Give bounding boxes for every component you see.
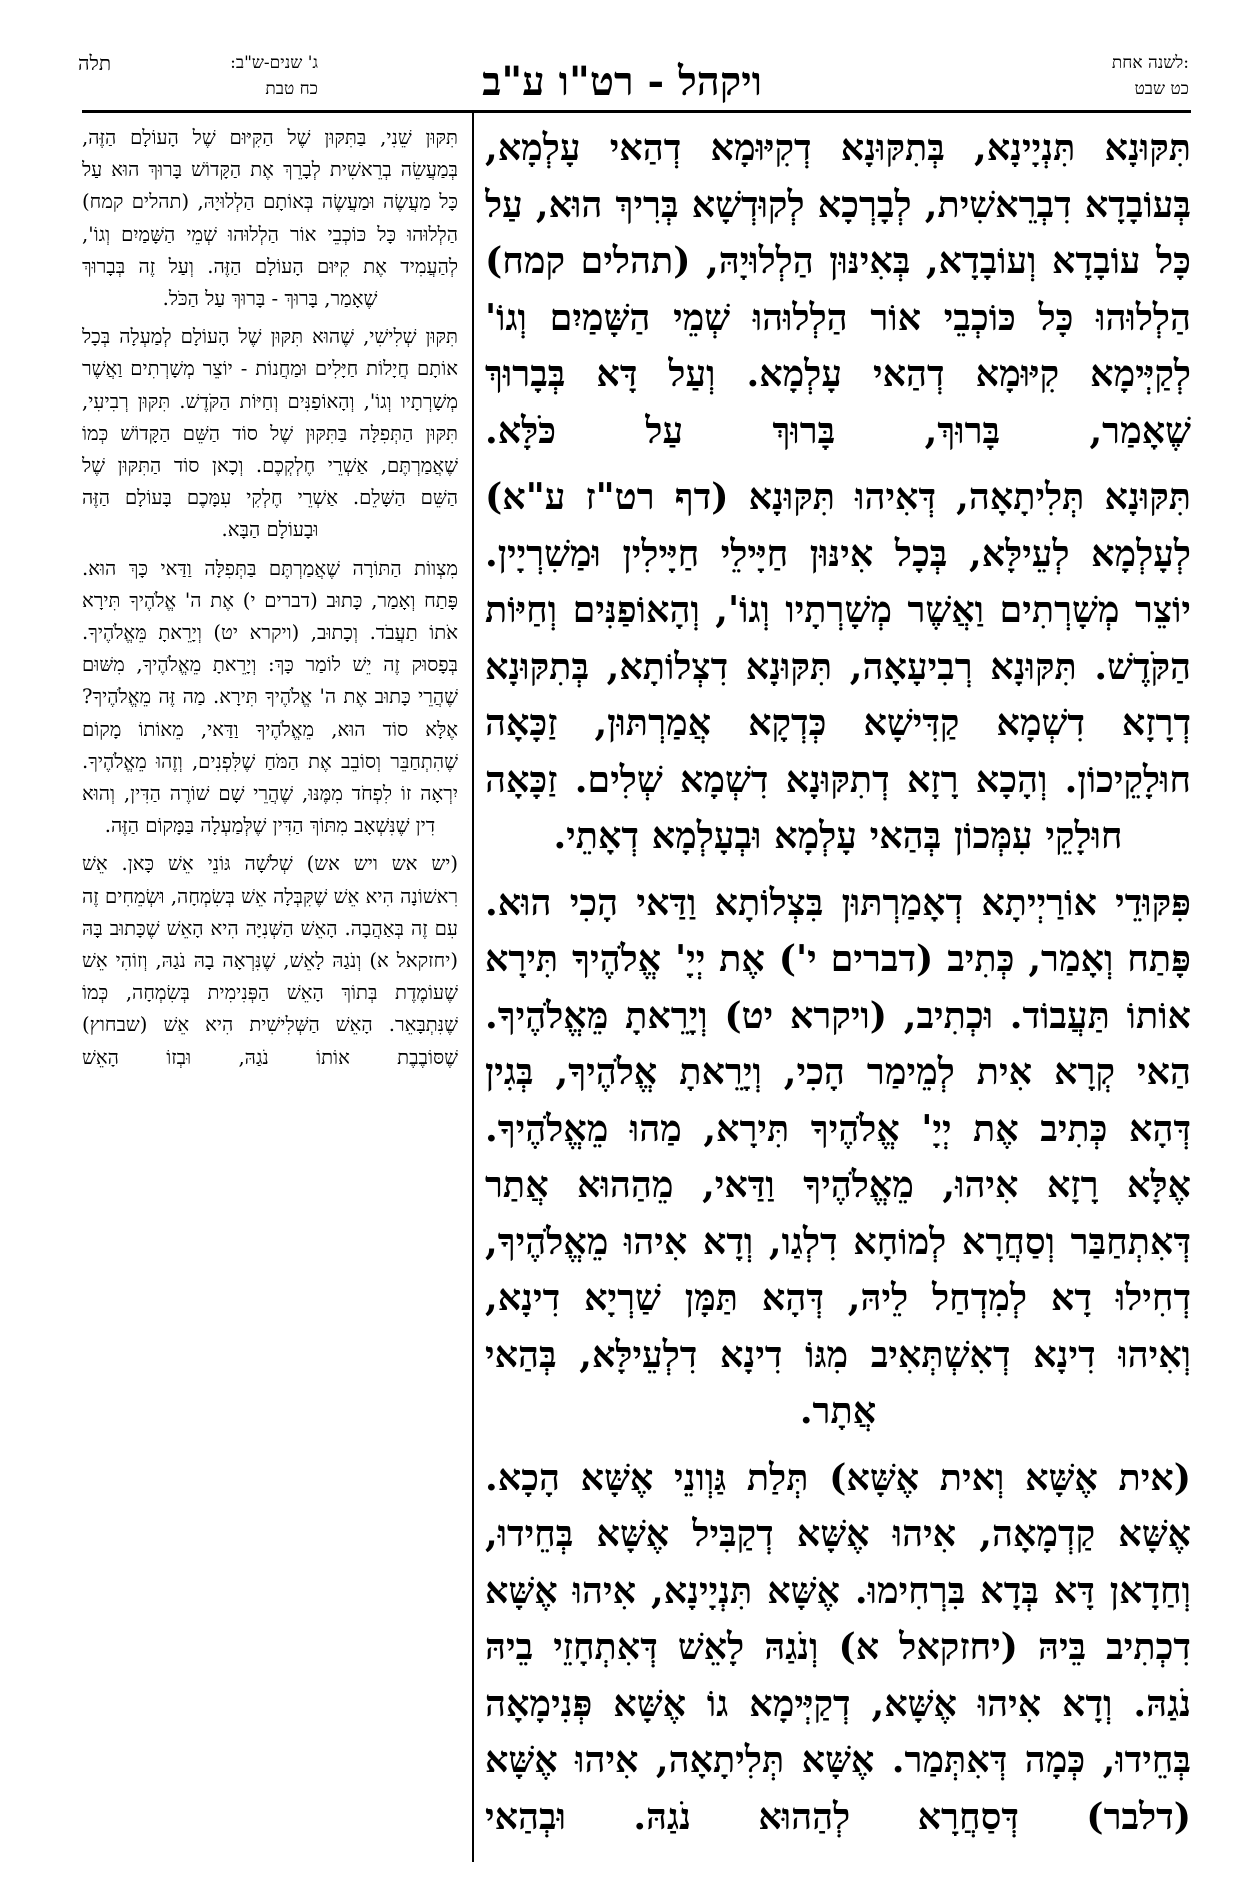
header-one-year-label: לשנה אחת:: [1111, 53, 1189, 73]
commentary-paragraph-4: (יש אש ויש אש) שְׁלֹשָׁה גּוֹנֵי אֵשׁ כָּאן. אֵשׁ רִאשׁוֹנָה הִיא אֵשׁ שֶׁקִּבְּלָה אֵשׁ בְּשִׂמְחָה, וּשְׂמֵחִים זֶה עִם זֶה בְּאַהֲבָה. הָאֵשׁ הַשְּׁנִיָּה הִיא הָאֵשׁ שֶׁכָּתוּב בָּהּ (יחזקאל א) וְנֹגַהּ לָאֵשׁ, שֶׁנִּרְאָה בָהּ נֹגַהּ, וְזוֹהִי אֵשׁ שֶׁעוֹמֶדֶת בְּתוֹךְ הָאֵשׁ הַפְּנִימִית בְּשִׂמְחָה, כְּמוֹ שֶׁנִּתְבָּאֵר. הָאֵשׁ הַשְּׁלִישִׁית הִיא אֵשׁ (שבחוץ) שֶׁסּוֹבֶבֶת אוֹתוֹ נֹגַהּ, וּבְזוֹ הָאֵשׁ: [82, 852, 458, 1069]
page-title: ויקהל - רט"ו ע"ב: [482, 58, 762, 105]
commentary-column: [82, 122, 458, 1862]
main-paragraph-2: תִּקּוּנָא תְּלִיתָאָה, דְּאִיהוּ תִּקּוּנָא (דף רט"ז ע"א) לְעָלְמָא לְעֵילָּא, בְּכָל אִינּוּן חַיָּילֵי חַיָּילִין וּמַשִׁרְיָין. יוֹצֵר מְשָׁרְתִים וַאֲשֶׁר מְשָׁרְתָיו וְגוֹ', וְהָאוֹפַנִּים וְחַיּוֹת הַקֹּדֶשׁ. תִּקּוּנָא רְבִיעָאָה, תִּקּוּנָא דִצְלוֹתָא, בְּתִקּוּנָא דְרָזָא דִשְׁמָא קַדִּישָׁא כְּדְקָא אֲמַרְתּוּן, זַכָּאָה חוּלָקֵיכוֹן. וְהָכָא רָזָא דְתִקּוּנָא דִשְׁמָא שְׁלִים. זַכָּאָה חוּלָקֵי עִמְּכוֹן בְּהַאי עָלְמָא וּבְעָלְמָא דְאָתֵי.: [485, 475, 1191, 857]
main-paragraph-4: (אית אֶשָּׁא וְאית אֶשָּׁא) תְּלַת גַּוְונֵי אֶשָּׁא הָכָא. אֶשָּׁא קַדְמָאָה, אִיהוּ אֶשָּׁא דְקַבִּיל אֶשָּׁא בְּחֵידוּ, וְחַדָאן דָּא בְּדָא בִּרְחִימוּ. אֶשָּׁא תִּנְיָינָא, אִיהוּ אֶשָּׁא דִכְתִיב בֵּיהּ (יחזקאל א) וְנֹגַהּ לָאֵשׁ דְּאִתְחָזֵי בֵיהּ נֹגַהּ. וְדָא אִיהוּ אֶשָּׁא, דְקַיְּימָא גוֹ אֶשָּׁא פְּנִימָאָה בְּחֵידוּ, כְּמָה דְּאִתְּמַר. אֶשָּׁא תְּלִיתָאָה, אִיהוּ אֶשָּׁא (דלבר) דְּסַחֲרָא לְהַהוּא נֹגַהּ. וּבְהַאי: [485, 1455, 1191, 1838]
header-three-years-label: ג' שנים-ש"ב:: [230, 53, 318, 73]
header-one-year-date: כט שבט: [1134, 79, 1189, 99]
header-divider: [82, 110, 1191, 113]
commentary-paragraph-1: תִּקּוּן שֵׁנִי, בַּתִּקּוּן שֶׁל הַקִּיּוּם שֶׁל הָעוֹלָם הַזֶּה, בְּמַעֲשֵׂה בְרֵאשִׁית לְבָרֵךְ אֶת הַקָּדוֹשׁ בָּרוּךְ הוּא עַל כָּל מַעֲשֶׂה וּמַעֲשֶׂה בְּאוֹתָם הַלְלוּיָהּ, (תהלים קמח) הַלְלוּהוּ כָּל כּוֹכְבֵי אוֹר הַלְלוּהוּ שְׁמֵי הַשָּׁמַיִם וְגוֹ', לְהַעֲמִיד אֶת קִיּוּם הָעוֹלָם הַזֶּה. וְעַל זֶה בְּבָרוּךְ שֶׁאָמַר, בָּרוּךְ - בָּרוּךְ עַל הַכֹּל.: [82, 126, 458, 311]
commentary-paragraph-2: תִּקּוּן שְׁלִישִׁי, שֶׁהוּא תִּקּוּן שֶׁל הָעוֹלָם לְמַעְלָה בְּכָל אוֹתָם חֲיָלוֹת חַיָּלִים וּמַחֲנוֹת - יוֹצֵר מְשָׁרְתִים וַאֲשֶׁר מְשָׁרְתָיו וְגוֹ', וְהָאוֹפַנִּים וְחַיּוֹת הַקֹּדֶשׁ. תִּקּוּן רְבִיעִי, תִּקּוּן הַתְּפִלָּה בַּתִּקּוּן שֶׁל סוֹד הַשֵּׁם הַקָּדוֹשׁ כְּמוֹ שֶׁאֲמַרְתֶּם, אַשְׁרֵי חֶלְקְכֶם. וְכָאן סוֹד הַתִּקּוּן שֶׁל הַשֵּׁם הַשָּׁלֵם. אַשְׁרֵי חֶלְקִי עִמָּכֶם בָּעוֹלָם הַזֶּה וּבָעוֹלָם הַבָּא.: [82, 325, 458, 542]
main-text-column: [485, 120, 1191, 1860]
header-three-years-date: כח טבת: [265, 79, 318, 99]
commentary-paragraph-3: מִצְווֹת הַתּוֹרָה שֶׁאֲמַרְתֶּם בַּתְּפִלָּה וַדַּאי כָּךְ הוּא. פָּתַח וְאָמַר, כָּתוּב (דברים י) אֶת ה' אֱלֹהֶיךָ תִּירָא אֹתוֹ תַעֲבֹד. וְכָתוּב, (ויקרא יט) וְיָרֵאתָ מֵּאֱלֹהֶיךָ. בְּפָסוּק זֶה יֵשׁ לוֹמַר כָּךְ: וְיָרֵאתָ מֵאֱלֹהֶיךָ, מִשּׁוּם שֶׁהֲרֵי כָּתוּב אֶת ה' אֱלֹהֶיךָ תִּירָא. מַה זֶּה מֵאֱלֹהֶיךָ? אֶלָּא סוֹד הוּא, מֵאֱלֹהֶיךָ וַדַּאי, מֵאוֹתוֹ מָקוֹם שֶׁהִתְחַבֵּר וְסוֹבֵב אֶת הַמֹּחַ שֶׁלִּפְנִים, וְזֶהוּ מֵאֱלֹהֶיךָ. יִרְאָה זוֹ לִפְחֹד מִמֶּנּוּ, שֶׁהֲרֵי שָׁם שׁוֹרֶה הַדִּין, וְהוּא דִין שֶׁנִּשְׁאָב מִתּוֹךְ הַדִּין שֶׁלְּמַעְלָה בַּמָּקוֹם הַזֶּה.: [82, 556, 458, 838]
page-number: תלה: [78, 51, 112, 75]
main-paragraph-3: פִּקּוּדֵי אוֹרַיְיתָא דְאָמַרְתּוּן בִּצְלוֹתָא וַדַּאי הָכִי הוּא. פָּתַח וְאָמַר, כְּתִיב (דברים י') אֶת יְיָ' אֱלֹהֶיךָ תִּירָא אוֹתוֹ תַּעֲבוֹד. וּכְתִיב, (ויקרא יט) וְיָרֵאתָ מֵּאֱלֹהֶיךָ. הַאי קְרָא אִית לְמֵימַר הָכִי, וְיָרֵאתָ אֱלֹהֶיךָ, בְּגִין דְּהָא כְּתִיב אֶת יְיָ' אֱלֹהֶיךָ תִּירָא, מַהוּ מֵאֱלֹהֶיךָ. אֶלָּא רָזָא אִיהוּ, מֵאֱלֹהֶיךָ וַדַּאי, מֵהַהוּא אֲתַר דְּאִתְחַבַּר וְסַחֲרָא לְמוֹחָא דִלְגַו, וְדָא אִיהוּ מֵאֱלֹהֶיךָ, דְחִילוּ דָא לְמִדְחַל לֵיהּ, דְּהָא תַּמָּן שַׁרְיָא דִינָא, וְאִיהוּ דִינָא דְאִשְׁתְּאִיב מִגּוֹ דִינָא דִלְעֵילָּא, בְּהַאי אֲתָר.: [485, 880, 1191, 1432]
column-divider: [472, 112, 474, 1862]
main-paragraph-1: תִּקּוּנָא תִּנְיָינָא, בְּתִקּוּנָא דְקִיּוּמָא דְהַאי עָלְמָא, בְּעוֹבָדָא דִבְרֵאשִׁית, לְבָרְכָא לְקוּדְשָׁא בְּרִיךְ הוּא, עַל כָּל עוֹבָדָא וְעוֹבָדָא, בְּאִינּוּן הַלְלוּיָהּ, (תהלים קמח) הַלְלוּהוּ כָּל כּוֹכְבֵי אוֹר הַלְלוּהוּ שְׁמֵי הַשָּׁמַיִם וְגוֹ' לְקַיְּימָא קִיּוּמָא דְהַאי עָלְמָא. וְעַל דָּא בְּבָרוּךְ שֶׁאָמַר, בָּרוּךְ, בָּרוּךְ עַל כֹּלָּא.: [485, 126, 1191, 452]
